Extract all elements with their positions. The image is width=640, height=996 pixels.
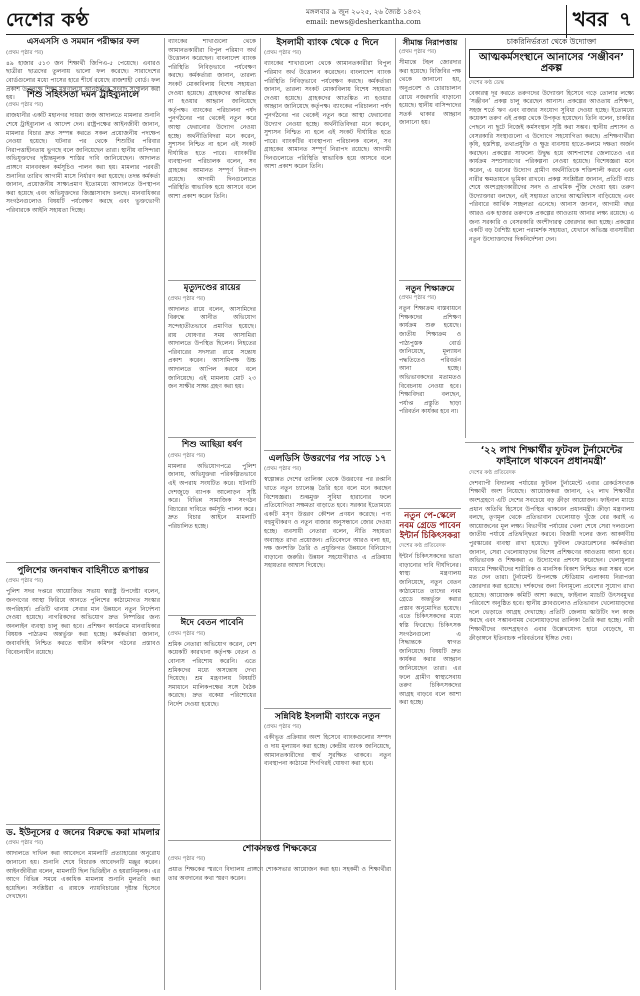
headline: ঈদে বেতন পাবেনি — [180, 618, 244, 628]
email-text: email: news@desherkantha.com — [306, 18, 421, 26]
article-bank — [264, 38, 391, 268]
byline: (প্রথম পৃষ্ঠার পর) — [168, 295, 206, 302]
byline: (প্রথম পৃষ্ঠার পর) — [399, 49, 437, 56]
byline: (প্রথম পৃষ্ঠার পর) — [6, 578, 44, 585]
article-mourning — [168, 844, 391, 990]
article-rape — [168, 441, 256, 611]
article-merged — [264, 712, 391, 837]
byline: (প্রথম পৃষ্ঠার পর) — [6, 49, 44, 56]
headline: সীমান্ত নিরাপত্তায় — [402, 38, 458, 47]
headline: ‘২২ লাখ শিক্ষার্থীর ফুটবল টুর্নামেন্টের ফাইনালে থাকবেন প্রধানমন্ত্রী’ — [480, 445, 623, 467]
article-body: নতুন শিক্ষাক্রম বাস্তবায়নে শিক্ষকদের প্রশিক্ষণ কার্যক্রম শুরু হয়েছে। জাতীয় শিক্ষাক্রম ও পাঠ্যপুস্তক বোর্ড জানিয়েছে, মূল্যায়ন পদ্ধতিতেও পরিবর্তন আনা হচ্ছে। অভিভাবকদের মতামতও বিবেচনায় নেওয়া হবে। শিক্ষাবিদরা বলছেন, পর্যাপ্ত প্রস্তুতি ছাড়া পরিবর্তন কার্যকর হবে না। — [399, 305, 461, 416]
divider — [168, 437, 256, 438]
article-ldc — [264, 454, 391, 704]
article-body: প্রয়াত শিক্ষকের স্মরণে বিদ্যালয় প্রাঙ্গণে শোকসভার আয়োজন করা হয়। সহকর্মী ও শিক্ষার্থীরা তার অবদানের কথা স্মরণ করেন। — [168, 866, 391, 882]
divider — [264, 708, 391, 709]
article-body: একীভূত প্রক্রিয়ার অংশ হিসেবে ব্যাংকগুলোর সম্পদ ও দায় মূল্যায়ন করা হচ্ছে। কেন্দ্রীয় ব্যাংক জানিয়েছে, আমানতকারীদের স্বার্থ সুরক্ষিত থাকবে। নতুন ব্যবস্থাপনা কাঠামো শিগগিরই ঘোষণা করা হবে। — [264, 734, 391, 768]
article-body: আদালত রায়ে বলেন, আসামিদের বিরুদ্ধে আনীত অভিযোগ সন্দেহাতীতভাবে প্রমাণিত হয়েছে। রায় ঘোষণার সময় আসামিরা আদালতে উপস্থিত ছিলেন। নিহতের পরিবারের সদস্যরা রায়ে সন্তোষ প্রকাশ করেন। আসামিপক্ষ উচ্চ আদালতে আপিল করবে বলে জানিয়েছে। এই মামলায় মোট ২৩ জন সাক্ষীর সাক্ষ্য গ্রহণ করা হয়। — [168, 305, 256, 391]
article-police — [6, 566, 160, 821]
byline: (প্রথম পৃষ্ঠার পর) — [168, 452, 206, 459]
divider — [264, 450, 391, 451]
headline: শিশু আছিয়া ধর্ষণ — [181, 440, 243, 450]
kicker: চাকরিনির্ভরতা থেকে উদ্যোক্তা — [506, 37, 597, 46]
section-name: খবর — [566, 5, 608, 38]
headline: শোকসন্তপ্ত শিক্ষকেরে — [242, 844, 317, 854]
article-bank-cont — [168, 38, 256, 278]
article-body: ব্যাংকের শাখাগুলো থেকে আমানতকারীরা বিপুল পরিমাণ অর্থ উত্তোলন করেছেন। বাংলাদেশ ব্যাংক পরিস্থিতি নিবিড়ভাবে পর্যবেক্ষণ করছে। কর্মকর্তারা জানান, তারল্য সংকট মোকাবিলায় বিশেষ সহায়তা দেওয়া হয়েছে। গ্রাহকদের আতঙ্কিত না হওয়ার আহ্বান জানিয়েছে কর্তৃপক্ষ। ব্যাংকের পরিচালনা পর্ষদ পুনর্গঠনের পর থেকেই নতুন করে আস্থা ফেরানোর উদ্যোগ নেওয়া হচ্ছে। অর্থনীতিবিদরা মনে করেন, সুশাসন নিশ্চিত না হলে এই সংকট দীর্ঘায়িত হতে পারে। ব্যাংকটির ব্যবস্থাপনা পরিচালক বলেন, সব গ্রাহকের আমানত সম্পূর্ণ নিরাপদ রয়েছে। আগামী দিনগুলোতে পরিস্থিতি স্বাভাবিক হয়ে আসবে বলে আশা প্রকাশ করেন তিনি। — [168, 38, 256, 200]
article-border — [399, 38, 461, 276]
article-body: স্বল্পোন্নত দেশের তালিকা থেকে উত্তরণের পর রপ্তানি খাতে নতুন চ্যালেঞ্জ তৈরি হবে বলে মনে করছেন বিশেষজ্ঞরা। শুল্কমুক্ত সুবিধা হারানোর ফলে প্রতিযোগিতা সক্ষমতা বাড়াতে হবে। সরকার ইতোমধ্যে একটি মসৃণ উত্তরণ কৌশল প্রণয়ন করেছে। পণ্য বহুমুখীকরণ ও নতুন বাজার অনুসন্ধানে জোর দেওয়া হচ্ছে। ব্যবসায়ী নেতারা বলেন, নীতি সহায়তা অব্যাহত রাখা প্রয়োজন। প্রতিবেদনে আরও বলা হয়, দক্ষ জনশক্তি তৈরি ও প্রযুক্তিগত উন্নয়নে বিনিয়োগ বাড়ানো জরুরি। উন্নয়ন সহযোগীরাও এ প্রক্রিয়ায় সহায়তার আশ্বাস দিয়েছে। — [264, 476, 391, 570]
headline: নতুন পে-স্কেলে নবম গ্রেডে পাবেন ইন্টার্ন চিকিৎসকরা — [399, 511, 461, 541]
article-body: ব্যাংকের শাখাগুলো থেকে আমানতকারীরা বিপুল পরিমাণ অর্থ উত্তোলন করেছেন। বাংলাদেশ ব্যাংক পরিস্থিতি নিবিড়ভাবে পর্যবেক্ষণ করছে। কর্মকর্তারা জানান, তারল্য সংকট মোকাবিলায় বিশেষ সহায়তা দেওয়া হয়েছে। গ্রাহকদের আতঙ্কিত না হওয়ার আহ্বান জানিয়েছে কর্তৃপক্ষ। ব্যাংকের পরিচালনা পর্ষদ পুনর্গঠনের পর থেকেই নতুন করে আস্থা ফেরানোর উদ্যোগ নেওয়া হচ্ছে। অর্থনীতিবিদরা মনে করেন, সুশাসন নিশ্চিত না হলে এই সংকট দীর্ঘায়িত হতে পারে। ব্যাংকটির ব্যবস্থাপনা পরিচালক বলেন, সব গ্রাহকের আমানত সম্পূর্ণ নিরাপদ রয়েছে। আগামী দিনগুলোতে পরিস্থিতি স্বাভাবিক হয়ে আসবে বলে আশা প্রকাশ করেন তিনি। — [264, 60, 391, 171]
headline: শিশু সহিংসতা দমন ট্রাইব্যুনালে — [26, 90, 140, 100]
article-body: রাজধানীর একটি মহানগর দায়রা জজ আদালতে মামলার শুনানি শেষে ট্রাইব্যুনাল এ আদেশ দেন। রাষ্ট্রপক্ষের আইনজীবী জানান, মামলার বিচার দ্রুত সম্পন্ন করতে সকল প্রয়োজনীয় পদক্ষেপ নেওয়া হয়েছে। ঘটনার পর থেকে শিশুটির পরিবার নিরাপত্তাহীনতায় ভুগছে বলে জানিয়েছেন তারা। স্থানীয় বাসিন্দারা অভিযুক্তদের দৃষ্টান্তমূলক শাস্তির দাবি জানিয়েছেন। আদালত প্রাঙ্গণে মানববন্ধন কর্মসূচিও পালন করা হয়। মামলার পরবর্তী শুনানির তারিখ আগামী মাসে নির্ধারণ করা হয়েছে। তদন্ত কর্মকর্তা জানান, প্রয়োজনীয় সাক্ষ্যপ্রমাণ ইতোমধ্যে আদালতে উপস্থাপন করা হয়েছে এবং অভিযুক্তদের জিজ্ঞাসাবাদ চলছে। মানবাধিকার সংগঠনগুলোও বিষয়টি পর্যবেক্ষণ করছে এবং ভুক্তভোগী পরিবারকে আইনি সহায়তা দিচ্ছে। — [6, 112, 160, 214]
byline: (প্রথম পৃষ্ঠার পর) — [168, 856, 206, 863]
divider — [399, 508, 461, 509]
newspaper-logo: দেশের কণ্ঠ — [6, 9, 90, 31]
headline: ইসলামী ব্যাংক থেকে ৫ দিনে — [276, 38, 379, 48]
headline: সন্নিবিষ্ট ইসলামী ব্যাংকে নতুন — [274, 712, 381, 722]
divider — [168, 840, 391, 841]
article-body: সীমান্তে টহল জোরদার করা হয়েছে। বিজিবির পক্ষ থেকে জানানো হয়, অনুপ্রবেশ ও চোরাচালান রোধে নজরদারি বাড়ানো হয়েছে। স্থানীয় বাসিন্দাদের সতর্ক থাকার আহ্বান জানানো হয়। — [399, 59, 461, 127]
article-body: আদালতে দাখিল করা আবেদনে মামলাটি প্রত্যাহারের অনুরোধ জানানো হয়। শুনানি শেষে বিচারক আবেদনটি মঞ্জুর করেন। আইনজীবীরা বলেন, মামলাটি ছিল ভিত্তিহীন ও হয়রানিমূলক। এর আগে বিভিন্ন সময়ে একাধিক মামলায় শুনানি মুলতবি করা হয়েছিল। সংশ্লিষ্টরা এ রায়কে ন্যায়বিচারের দৃষ্টান্ত হিসেবে দেখছেন। — [6, 850, 160, 901]
byline: (প্রথম পৃষ্ঠার পর) — [264, 466, 302, 473]
byline: (প্রথম পৃষ্ঠার পর) — [264, 724, 302, 731]
article-body: শ্রমিক নেতারা অভিযোগ করেন, বেশ কয়েকটি কারখানা কর্তৃপক্ষ বেতন ও বোনাস পরিশোধ করেনি। এতে শ্রমিকদের মধ্যে অসন্তোষ দেখা দিয়েছে। শ্রম মন্ত্রণালয় বিষয়টি সমাধানে মালিকপক্ষের সঙ্গে বৈঠক করেছে। দ্রুত বকেয়া পরিশোধের নির্দেশ দেওয়া হয়েছে। — [168, 640, 256, 708]
divider — [6, 824, 160, 825]
divider — [6, 86, 160, 87]
article-yunus — [6, 828, 160, 990]
article-eid — [168, 619, 256, 829]
article-body: পুলিশ সদর দপ্তরে আয়োজিত সভায় স্বরাষ্ট্র উপদেষ্টা বলেন, জনগণের আস্থা ফিরিয়ে আনতে পুলিশের কাঠামোগত সংস্কার অপরিহার্য। প্রতিটি থানায় সেবার মান উন্নয়নে নতুন নির্দেশনা দেওয়া হয়েছে। নাগরিকদের অভিযোগ দ্রুত নিষ্পত্তির জন্য অনলাইন ব্যবস্থা চালু করা হবে। প্রশিক্ষণ কার্যক্রমে মানবাধিকার বিষয়ক পাঠ্যক্রম অন্তর্ভুক্ত করা হচ্ছে। কর্মকর্তারা জানান, জবাবদিহি নিশ্চিত করতে স্বাধীন কমিশন গঠনের প্রস্তাবও বিবেচনাধীন রয়েছে। — [6, 588, 160, 656]
headline: ড. ইউনূসের ৫ জনের বিরুদ্ধে করা মামলার — [6, 828, 160, 838]
byline: (প্রথম পৃষ্ঠার পর) — [6, 102, 44, 109]
headline: আত্মকর্মসংস্থানে আনাসের ‘সঞ্জীবন’ প্রকল্প — [469, 49, 634, 78]
headline: এলডিসি উত্তরণের পর সাড়ে ১৭ — [268, 454, 387, 464]
byline: দেশের কণ্ঠ ডেস্ক — [469, 79, 505, 86]
headline: পুলিশের জনবান্ধব বাহিনীতে রূপান্তর — [17, 566, 149, 576]
byline: (প্রথম পৃষ্ঠার পর) — [168, 630, 206, 637]
headline: এসএসসি ও সমমান পরীক্ষার ফল — [26, 37, 140, 47]
article-teachers — [399, 284, 461, 504]
dateline — [306, 7, 421, 27]
masthead — [6, 4, 634, 35]
column-rule — [164, 38, 165, 990]
column-rule — [395, 38, 396, 990]
byline: দেশের কণ্ঠ প্রতিবেদক — [469, 469, 516, 476]
article-intern — [399, 512, 461, 990]
column-rule — [465, 38, 466, 438]
article-football — [469, 446, 634, 990]
byline: (প্রথম পৃষ্ঠার পর) — [399, 295, 437, 302]
divider — [168, 280, 256, 281]
divider — [465, 442, 634, 443]
headline: নতুন শিক্ষাক্রমে — [405, 284, 455, 293]
byline: (প্রথম পৃষ্ঠার পর) — [6, 840, 44, 847]
article-body: মামলার অভিযোগপত্রে পুলিশ জানায়, অভিযুক্তরা পরিকল্পিতভাবে এই অপরাধ সংঘটিত করে। ঘটনাটি দেশজুড়ে ব্যাপক আলোড়ন সৃষ্টি করে। বিভিন্ন সামাজিক সংগঠন বিচারের দাবিতে কর্মসূচি পালন করে। দ্রুত বিচার আইনে মামলাটি পরিচালিত হচ্ছে। — [168, 462, 256, 530]
date-text: মঙ্গলবার ৯ জুন ২০২৫, ২৬ জ্যৈষ্ঠ ১৪৩২ — [306, 8, 422, 16]
article-child — [6, 90, 160, 560]
article-body: ৪৯ হাজার ৫১৩ জন শিক্ষার্থী জিপিএ-৫ পেয়েছে। এবারও ছাত্রীরা ছাত্রদের তুলনায় ভালো ফল করেছে। সারাদেশের বোর্ডগুলোর মধ্যে পাসের হারে শীর্ষে রয়েছে রাজশাহী বোর্ড। ফল প্রকাশ উপলক্ষে শিক্ষা মন্ত্রণালয়ে আনুষ্ঠানিক সংবাদ সম্মেলন করা হয়। — [6, 59, 160, 102]
article-sanjiban — [469, 38, 634, 438]
article-body: দেশব্যাপী বিদ্যালয় পর্যায়ের ফুটবল টুর্নামেন্টে এবার রেকর্ডসংখ্যক শিক্ষার্থী অংশ নিয়েছে। আয়োজকরা জানান, ২২ লাখ শিক্ষার্থীর অংশগ্রহণে এটি দেশের সবচেয়ে বড় ক্রীড়া আয়োজন। ফাইনাল ম্যাচে প্রধান অতিথি হিসেবে উপস্থিত থাকবেন প্রধানমন্ত্রী। ক্রীড়া মন্ত্রণালয় বলছে, তৃণমূল থেকে প্রতিভাবান খেলোয়াড় খুঁজে বের করাই এ আয়োজনের মূল লক্ষ্য। বিভাগীয় পর্যায়ের খেলা শেষে সেরা দলগুলো জাতীয় পর্যায়ে প্রতিদ্বন্দ্বিতা করবে। বিজয়ী দলের জন্য আকর্ষণীয় পুরস্কারের ব্যবস্থা রাখা হয়েছে। ফুটবল ফেডারেশনের কর্মকর্তারা জানান, সেরা খেলোয়াড়দের বিশেষ প্রশিক্ষণের আওতায় আনা হবে। অভিভাবক ও শিক্ষকরা এ উদ্যোগের প্রশংসা করেছেন। খেলাধুলার মাধ্যমে শিক্ষার্থীদের শারীরিক ও মানসিক বিকাশ নিশ্চিত করা সম্ভব বলে মত দেন তারা। টুর্নামেন্ট উপলক্ষে স্টেডিয়াম এলাকায় নিরাপত্তা জোরদার করা হয়েছে। দর্শকদের জন্য বিনামূল্যে প্রবেশের সুযোগ রাখা হয়েছে। আয়োজক কমিটি আশা করছে, ফাইনাল ম্যাচটি উৎসবমুখর পরিবেশে অনুষ্ঠিত হবে। স্থানীয় ক্লাবগুলোও প্রতিভাবান খেলোয়াড়দের দলে ভেড়াতে আগ্রহ দেখাচ্ছে। প্রতিটি জেলায় স্কাউটিং দল কাজ করছে এবং সম্ভাবনাময় খেলোয়াড়দের তালিকা তৈরি করা হচ্ছে। নারী শিক্ষার্থীদের অংশগ্রহণও এবার উল্লেখযোগ্য হারে বেড়েছে, যা ক্রীড়াঙ্গনে ইতিবাচক পরিবর্তনের ইঙ্গিত দেয়। — [469, 479, 634, 642]
byline: দেশের কণ্ঠ প্রতিবেদক — [399, 543, 446, 550]
headline: মৃত্যুদণ্ডের রায়ের — [183, 283, 241, 293]
byline: (প্রথম পৃষ্ঠার পর) — [264, 50, 302, 57]
article-murder — [168, 284, 256, 434]
divider — [399, 280, 461, 281]
page-number: ৭ — [618, 7, 632, 31]
article-body: বেকারত্ব দূর করতে তরুণদের উদ্যোক্তা হিসেবে গড়ে তোলার লক্ষ্যে ‘সঞ্জীবন’ প্রকল্প চালু করেছেন আনাস। প্রকল্পের আওতায় প্রশিক্ষণ, সহজ শর্তে ঋণ এবং বাজার সংযোগ সুবিধা দেওয়া হচ্ছে। ইতোমধ্যে কয়েকশ তরুণ এই প্রকল্প থেকে উপকৃত হয়েছেন। তিনি বলেন, চাকরির পেছনে না ছুটে নিজেই কর্মসংস্থান সৃষ্টি করা সম্ভব। স্থানীয় প্রশাসন ও বেসরকারি সংস্থাগুলো এ উদ্যোগে সহযোগিতা করছে। প্রশিক্ষণার্থীরা কৃষি, হস্তশিল্প, তথ্যপ্রযুক্তি ও ক্ষুদ্র ব্যবসায় হাতে-কলমে দক্ষতা অর্জন করছেন। প্রকল্পের সাফল্যে উদ্বুদ্ধ হয়ে আশপাশের জেলাতেও এর কার্যক্রম সম্প্রসারণের পরিকল্পনা নেওয়া হয়েছে। বিশেষজ্ঞরা মনে করেন, এ ধরনের উদ্যোগ গ্রামীণ অর্থনীতিকে শক্তিশালী করবে এবং নারীর ক্ষমতায়নে ভূমিকা রাখবে। প্রকল্প সংশ্লিষ্টরা জানান, প্রতিটি ব্যাচ শেষে অংশগ্রহণকারীদের সনদ ও প্রাথমিক পুঁজি দেওয়া হয়। তরুণ উদ্যোক্তারা বলছেন, এই সহায়তা তাদের আত্মবিশ্বাস বাড়িয়েছে এবং পরিবারে আর্থিক সচ্ছলতা এনেছে। আনাস জানান, আগামী বছর আরও এক হাজার তরুণকে প্রকল্পের আওতায় আনার লক্ষ্য রয়েছে। এ জন্য সরকারি ও বেসরকারি অংশীদারত্ব জোরদার করা হচ্ছে। প্রকল্পের একটি বড় বৈশিষ্ট্য হলো পরামর্শক সহায়তা, যেখানে অভিজ্ঞ ব্যবসায়ীরা নতুন উদ্যোক্তাদের দিকনির্দেশনা দেন। — [469, 89, 634, 243]
divider — [168, 615, 256, 616]
divider — [6, 562, 160, 563]
article-body: ইন্টার্ন চিকিৎসকদের ভাতা বাড়ানোর দাবি দীর্ঘদিনের। স্বাস্থ্য মন্ত্রণালয় জানিয়েছে, নতুন বেতন কাঠামোতে তাদের নবম গ্রেডে অন্তর্ভুক্ত করার প্রস্তাব অনুমোদিত হয়েছে। এতে চিকিৎসকদের মধ্যে স্বস্তি ফিরেছে। চিকিৎসক সংগঠনগুলো এ সিদ্ধান্তকে স্বাগত জানিয়েছে। বিষয়টি দ্রুত কার্যকর করার আহ্বান জানিয়েছেন তারা। এর ফলে গ্রামীণ স্বাস্থ্যসেবায় তরুণ চিকিৎসকদের আগ্রহ বাড়বে বলে আশা করা হচ্ছে। — [399, 553, 461, 707]
